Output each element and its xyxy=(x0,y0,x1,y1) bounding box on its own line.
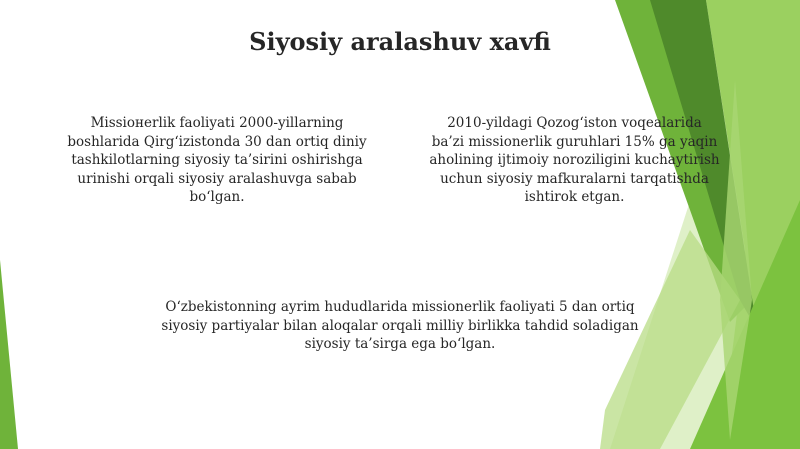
paragraph-kazakhstan: 2010-yildagi Qozog‘iston voqealarida ba’zi missionerlik guruhlari 15% ga yaqin aholining ijtimoiy noroziligini kuchaytirish uchun siyosiy mafkuralarni tarqatishda ishtirok etgan. xyxy=(429,115,720,205)
left-green-sliver xyxy=(0,260,18,449)
paragraph-uzbekistan: O‘zbekistonning ayrim hududlarida missionerlik faoliyati 5 dan ortiq siyosiy partiyalar bilan aloqalar orqali milliy birlikka tahdid soladigan siyosiy ta’sirga ega bo‘lgan. xyxy=(161,299,639,352)
paragraph-kyrgyzstan: Missioнеrlik faoliyati 2000-yillarning boshlarida Qirg‘izistonda 30 dan ortiq diniy tashkilotlarning siyosiy ta’sirini oshirishga urinishi orqali siyosiy aralashuvga sabab bo‘lgan. xyxy=(67,115,367,205)
slide-title: Siyosiy aralashuv xavfi xyxy=(249,27,551,56)
